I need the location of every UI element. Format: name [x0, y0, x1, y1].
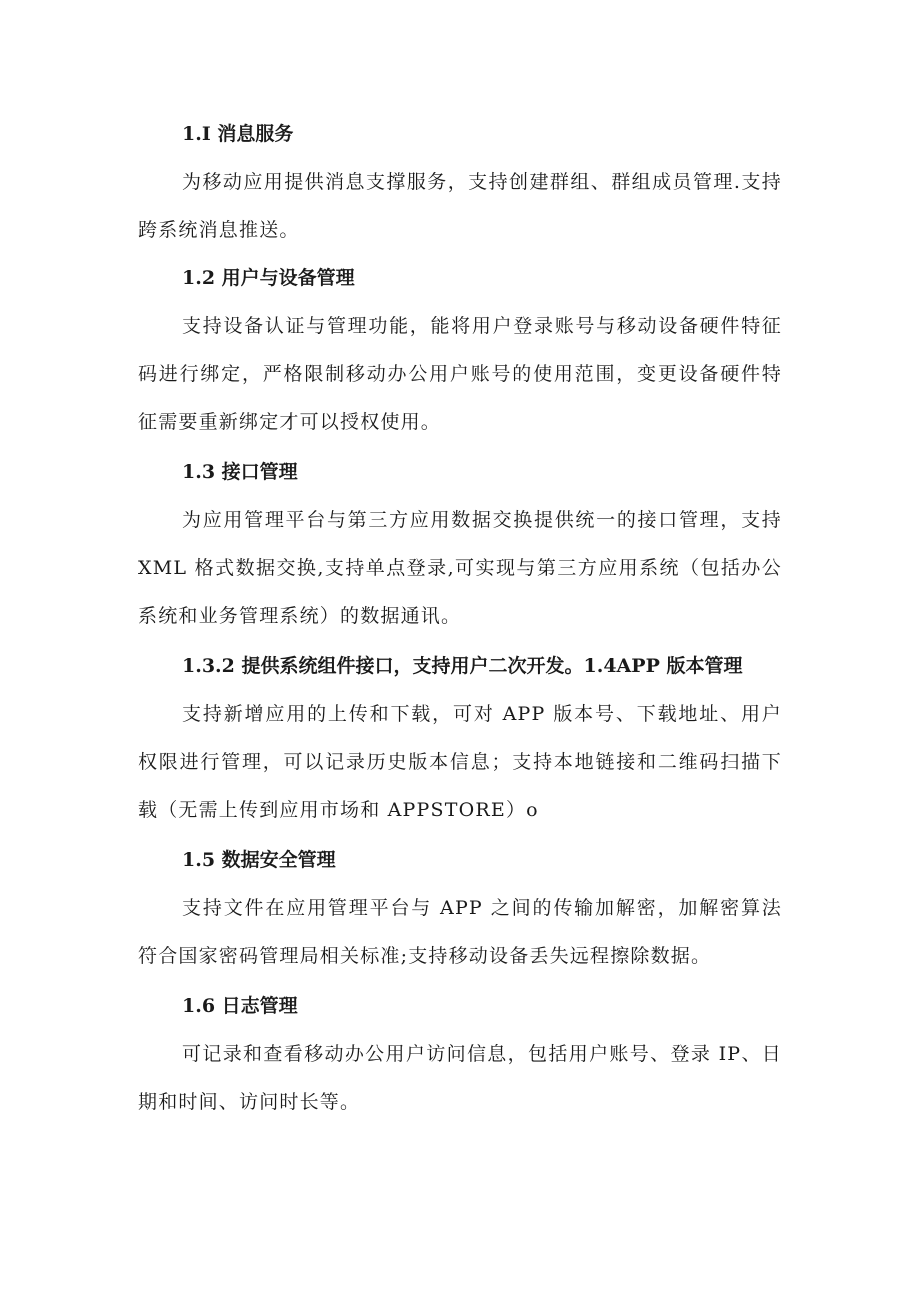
section-heading-message-service: 1.I 消息服务 — [182, 123, 294, 145]
section-heading-log: 1.6 日志管理 — [182, 995, 298, 1017]
section-heading-app-version: 1.3.2 提供系统组件接口，支持用户二次开发。1.4APP 版本管理 — [182, 655, 743, 677]
section-heading-interface: 1.3 接口管理 — [182, 461, 298, 483]
section-heading-user-device: 1.2 用户与设备管理 — [182, 267, 355, 289]
section-body-data-security: 支持文件在应用管理平台与 APP 之间的传输加解密，加解密算法符合国家密码管理局相关标准;支持移动设备丢失远程擦除数据。 — [138, 897, 782, 967]
section-body-interface: 为应用管理平台与第三方应用数据交换提供统一的接口管理，支持XML 格式数据交换,支持单点登录,可实现与第三方应用系统（包括办公系统和业务管理系统）的数据通讯。 — [138, 509, 782, 627]
section-body-app-version: 支持新增应用的上传和下载，可对 APP 版本号、下载地址、用户权限进行管理，可以记录历史版本信息；支持本地链接和二维码扫描下载（无需上传到应用市场和 APPSTORE）o — [138, 703, 782, 821]
section-heading-data-security: 1.5 数据安全管理 — [182, 849, 336, 871]
section-body-user-device: 支持设备认证与管理功能，能将用户登录账号与移动设备硬件特征码进行绑定，严格限制移动办公用户账号的使用范围，变更设备硬件特征需要重新绑定才可以授权使用。 — [138, 315, 782, 433]
section-body-log: 可记录和查看移动办公用户访问信息，包括用户账号、登录 IP、日期和时间、访问时长等。 — [138, 1043, 782, 1113]
section-body-message-service: 为移动应用提供消息支撑服务，支持创建群组、群组成员管理.支持跨系统消息推送。 — [138, 171, 782, 241]
